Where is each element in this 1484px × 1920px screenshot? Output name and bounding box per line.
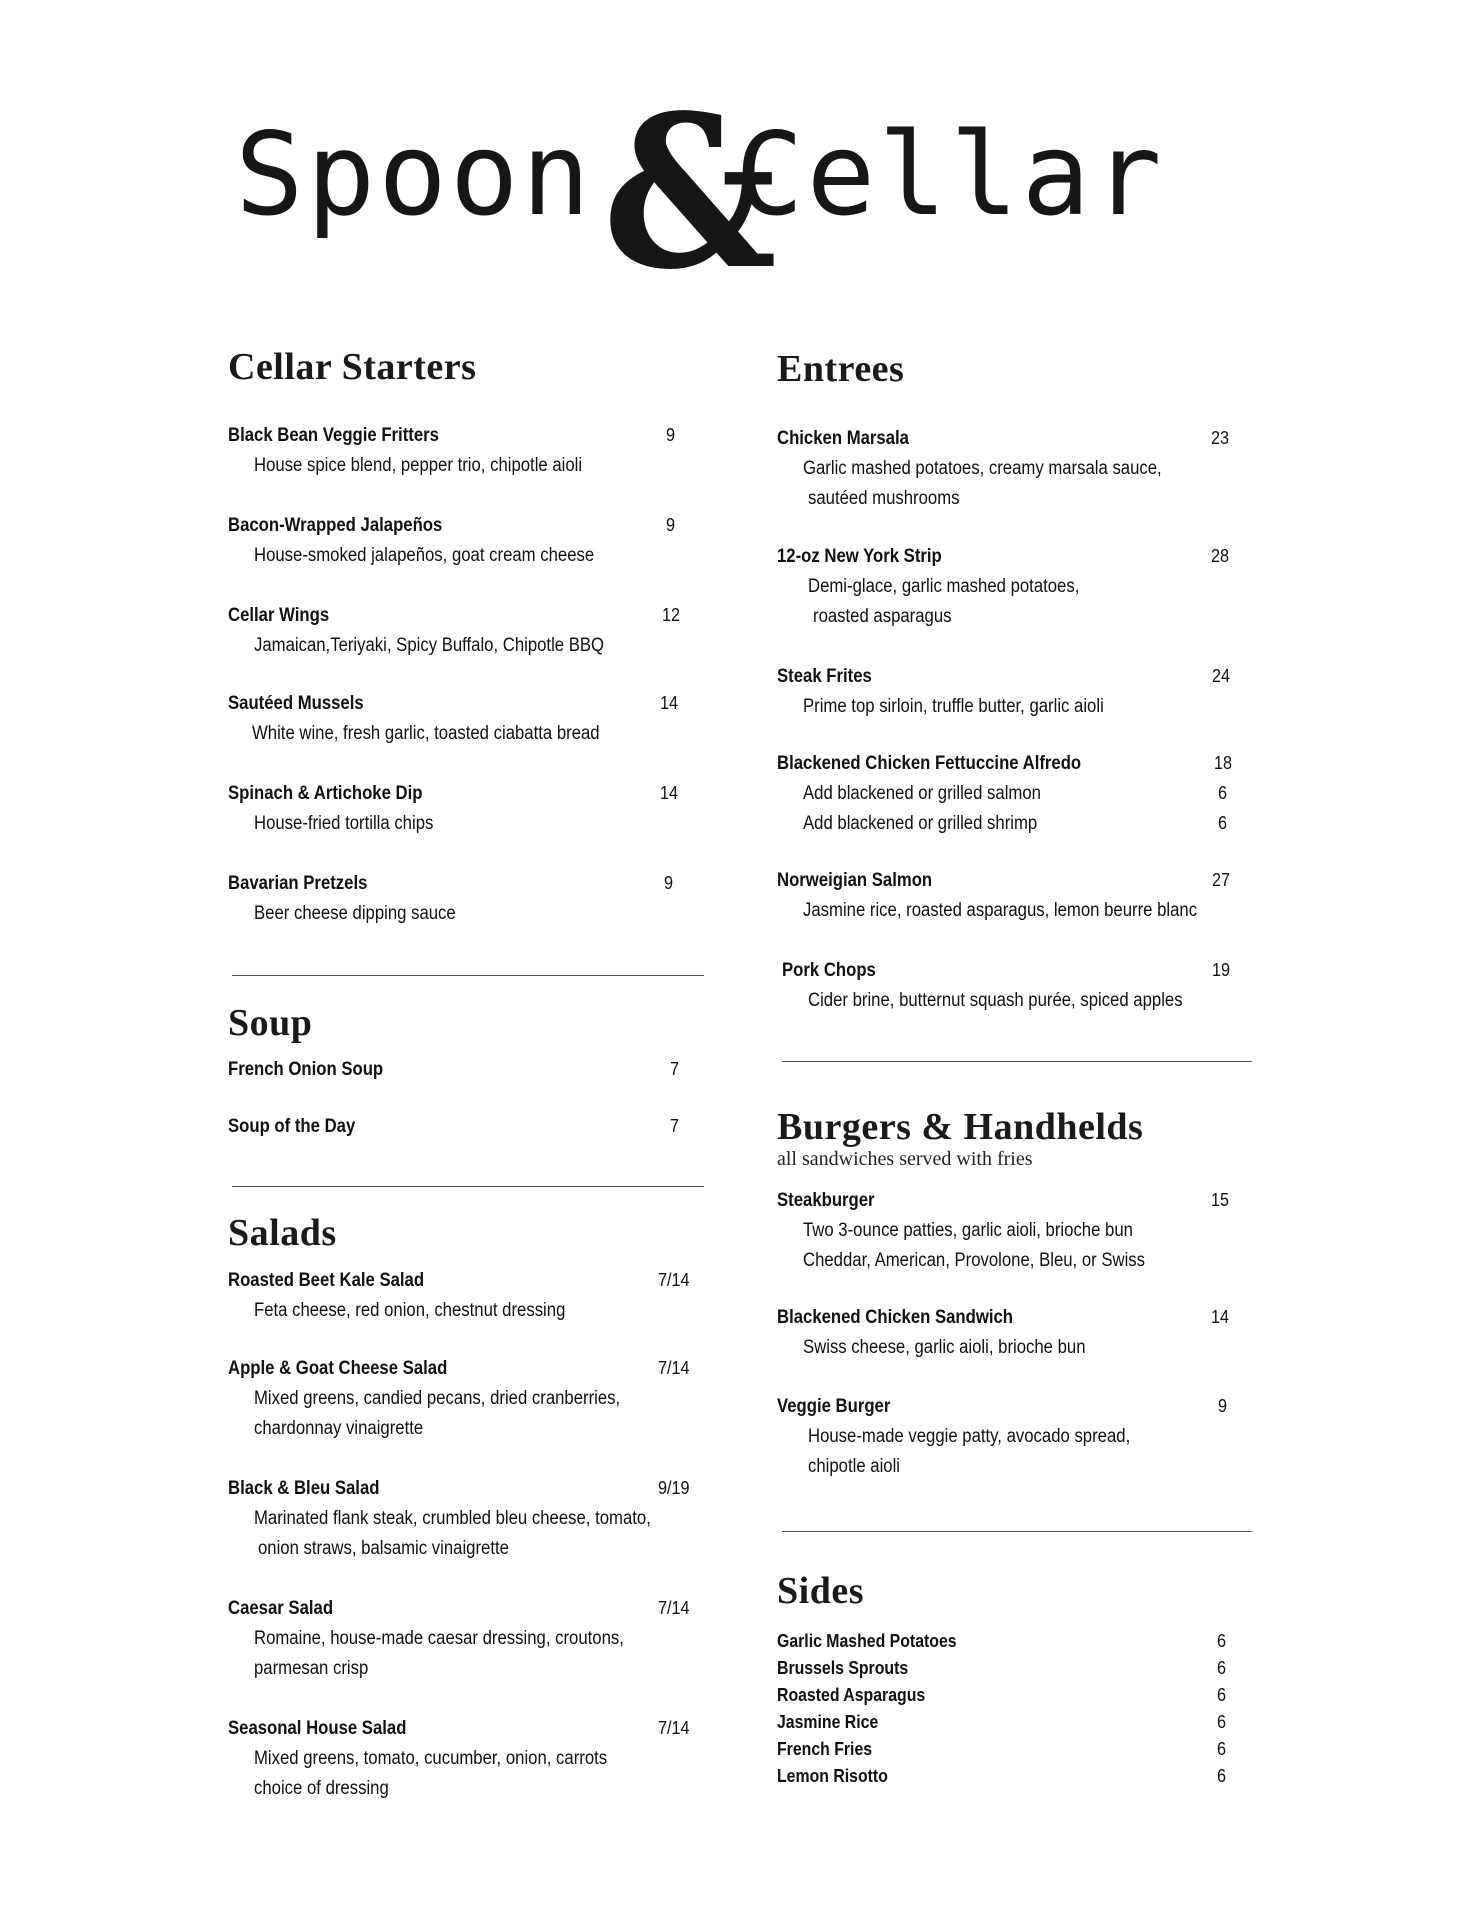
menu-item-description: House spice blend, pepper trio, chipotle aioli (254, 455, 583, 476)
section-title: Entrees (777, 348, 905, 390)
section-divider (782, 1061, 1252, 1062)
menu-item-price: 7/14 (658, 1718, 690, 1738)
menu-item-price: 18 (1214, 753, 1233, 773)
menu-item-price: 7/14 (658, 1358, 690, 1378)
side-item-price: 6 (1217, 1739, 1227, 1759)
menu-item-price: 9 (666, 425, 676, 445)
menu-item-description: Cider brine, butternut squash purée, spiced apples (808, 990, 1183, 1011)
menu-item-name: French Onion Soup (228, 1059, 384, 1080)
section-subtitle: all sandwiches served with fries (777, 1148, 1033, 1170)
menu-item-name: Chicken Marsala (777, 428, 909, 449)
menu-item-description: House-made veggie patty, avocado spread, (808, 1426, 1131, 1447)
menu-item-price: 27 (1212, 870, 1231, 890)
menu-item-name: Black Bean Veggie Fritters (228, 425, 439, 446)
side-item-name: Brussels Sprouts (777, 1658, 909, 1678)
menu-item-price: 12 (662, 605, 681, 625)
section-title: Salads (228, 1212, 337, 1254)
menu-item-price: 14 (660, 783, 679, 803)
section-divider (232, 1186, 704, 1187)
menu-item-description: roasted asparagus (813, 606, 952, 627)
menu-item-description: Cheddar, American, Provolone, Bleu, or Swiss (803, 1250, 1146, 1271)
menu-item-description: House-smoked jalapeños, goat cream cheese (254, 545, 595, 566)
side-item-name: French Fries (777, 1739, 873, 1759)
menu-item-price: 7 (670, 1059, 680, 1079)
menu-item-price: 14 (1211, 1307, 1230, 1327)
menu-item-description: chardonnay vinaigrette (254, 1418, 424, 1439)
side-item-price: 6 (1217, 1712, 1227, 1732)
section-title: Soup (228, 1002, 313, 1044)
menu-item-description: Mixed greens, candied pecans, dried cranberries, (254, 1388, 621, 1409)
menu-item-name: Blackened Chicken Fettuccine Alfredo (777, 753, 1082, 774)
menu-item-description: Jasmine rice, roasted asparagus, lemon beurre blanc (803, 900, 1198, 921)
addon-price: 6 (1218, 783, 1228, 803)
menu-item-name: Pork Chops (782, 960, 876, 981)
menu-item-price: 19 (1212, 960, 1231, 980)
side-item-price: 6 (1217, 1766, 1227, 1786)
menu-item-price: 24 (1212, 666, 1231, 686)
menu-item-name: Steakburger (777, 1190, 875, 1211)
menu-item-price: 28 (1211, 546, 1230, 566)
section-divider (782, 1531, 1252, 1532)
menu-item-price: 15 (1211, 1190, 1230, 1210)
menu-item-name: Bacon-Wrapped Jalapeños (228, 515, 443, 536)
menu-item-description: White wine, fresh garlic, toasted ciabatta bread (252, 723, 600, 744)
menu-item-price: 9 (1218, 1396, 1228, 1416)
menu-item-name: Caesar Salad (228, 1598, 334, 1619)
menu-item-price: 14 (660, 693, 679, 713)
menu-item-description: Marinated flank steak, crumbled bleu cheese, tomato, (254, 1508, 651, 1529)
menu-item-name: Bavarian Pretzels (228, 873, 368, 894)
menu-item-price: 9 (666, 515, 676, 535)
addon-label: Add blackened or grilled salmon (803, 783, 1041, 804)
addon-price: 6 (1218, 813, 1228, 833)
menu-item-name: 12-oz New York Strip (777, 546, 942, 567)
menu-item-description: chipotle aioli (808, 1456, 901, 1477)
restaurant-logo (230, 69, 1165, 316)
addon-label: Add blackened or grilled shrimp (803, 813, 1038, 834)
side-item-price: 6 (1217, 1631, 1227, 1651)
logo-ampersand: & (602, 69, 778, 316)
menu-item-description: parmesan crisp (254, 1658, 369, 1679)
menu-item-description: Jamaican,Teriyaki, Spicy Buffalo, Chipotle BBQ (254, 635, 605, 656)
side-item-name: Garlic Mashed Potatoes (777, 1631, 957, 1651)
menu-item-name: Sautéed Mussels (228, 693, 364, 714)
menu-item-name: Veggie Burger (777, 1396, 891, 1417)
side-item-name: Lemon Risotto (777, 1766, 888, 1786)
menu-item-price: 23 (1211, 428, 1230, 448)
side-item-name: Jasmine Rice (777, 1712, 879, 1732)
section-title: Cellar Starters (228, 346, 477, 388)
menu-item-description: Romaine, house-made caesar dressing, croutons, (254, 1628, 624, 1649)
menu-item-price: 7/14 (658, 1270, 690, 1290)
menu-item-name: Norweigian Salmon (777, 870, 933, 891)
menu-item-name: Roasted Beet Kale Salad (228, 1270, 425, 1291)
menu-item-name: Cellar Wings (228, 605, 330, 626)
menu-item-description: Mixed greens, tomato, cucumber, onion, carrots (254, 1748, 608, 1769)
menu-item-name: Black & Bleu Salad (228, 1478, 380, 1499)
menu-item-name: Steak Frites (777, 666, 872, 687)
menu-item-name: Soup of the Day (228, 1116, 356, 1137)
menu-item-description: Feta cheese, red onion, chestnut dressing (254, 1300, 566, 1321)
section-title: Sides (777, 1570, 864, 1612)
section-title: Burgers & Handhelds (777, 1106, 1144, 1148)
logo-word-spoon: Spoon (235, 108, 594, 241)
section-divider (232, 975, 704, 976)
menu-item-price: 7 (670, 1116, 680, 1136)
menu-item-description: Beer cheese dipping sauce (254, 903, 456, 924)
menu-item-name: Seasonal House Salad (228, 1718, 407, 1739)
side-item-name: Roasted Asparagus (777, 1685, 926, 1705)
menu-item-price: 9 (664, 873, 674, 893)
menu-item-name: Blackened Chicken Sandwich (777, 1307, 1014, 1328)
menu-item-name: Spinach & Artichoke Dip (228, 783, 423, 804)
menu-item-description: Prime top sirloin, truffle butter, garlic aioli (803, 696, 1104, 717)
menu-item-price: 9/19 (658, 1478, 690, 1498)
menu-item-description: Swiss cheese, garlic aioli, brioche bun (803, 1337, 1086, 1358)
side-item-price: 6 (1217, 1658, 1227, 1678)
logo-word-cellar: Cellar (735, 108, 1165, 241)
menu-item-description: Garlic mashed potatoes, creamy marsala sauce, (803, 458, 1162, 479)
menu-item-description: sautéed mushrooms (808, 488, 960, 509)
menu-item-description: Two 3-ounce patties, garlic aioli, brioche bun (803, 1220, 1133, 1241)
menu-item-description: onion straws, balsamic vinaigrette (258, 1538, 509, 1559)
menu-item-description: Demi-glace, garlic mashed potatoes, (808, 576, 1080, 597)
menu-item-description: House-fried tortilla chips (254, 813, 434, 834)
side-item-price: 6 (1217, 1685, 1227, 1705)
menu-item-name: Apple & Goat Cheese Salad (228, 1358, 448, 1379)
menu-item-description: choice of dressing (254, 1778, 389, 1799)
menu-item-price: 7/14 (658, 1598, 690, 1618)
